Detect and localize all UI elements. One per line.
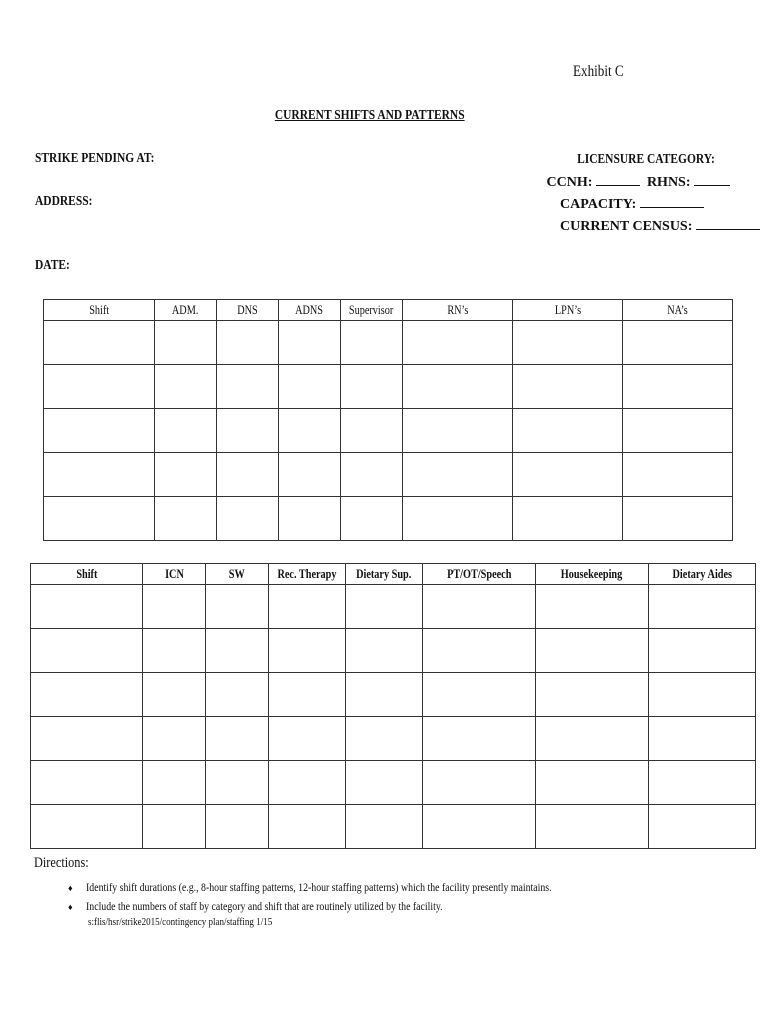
table-cell[interactable] (279, 365, 341, 409)
census-label: CURRENT CENSUS: (560, 219, 693, 234)
table-cell[interactable] (206, 585, 269, 629)
table-cell[interactable] (269, 629, 346, 673)
table-cell[interactable] (44, 365, 155, 409)
table-cell[interactable] (403, 365, 513, 409)
staffing-table-2 (30, 563, 756, 849)
table-cell[interactable] (143, 629, 206, 673)
table-row (44, 365, 733, 409)
table-cell[interactable] (346, 805, 423, 849)
rhns-field[interactable] (694, 171, 730, 186)
table-cell[interactable] (403, 321, 513, 365)
col-header: ADM. (155, 300, 217, 321)
col-header: NA’s (623, 300, 733, 321)
table-cell[interactable] (217, 453, 279, 497)
table-cell[interactable] (403, 453, 513, 497)
table-body (31, 585, 756, 849)
table-cell[interactable] (623, 321, 733, 365)
table-cell[interactable] (623, 365, 733, 409)
table-row (44, 453, 733, 497)
table-cell[interactable] (346, 629, 423, 673)
table-cell[interactable] (279, 321, 341, 365)
col-header: RN’s (403, 300, 513, 321)
col-header: SW (206, 564, 269, 585)
address-label: ADDRESS: (35, 194, 93, 209)
table-cell[interactable] (649, 629, 756, 673)
table-cell[interactable] (206, 629, 269, 673)
table-cell[interactable] (269, 585, 346, 629)
table-cell[interactable] (143, 761, 206, 805)
table-body (44, 321, 733, 541)
licensure-block (480, 149, 730, 237)
ccnh-field[interactable] (596, 171, 640, 186)
rhns-label: RHNS: (646, 175, 691, 190)
table-cell[interactable] (31, 673, 143, 717)
table-cell[interactable] (31, 629, 143, 673)
table-cell[interactable] (217, 321, 279, 365)
table-cell[interactable] (44, 497, 155, 541)
table-cell[interactable] (44, 453, 155, 497)
table-cell[interactable] (31, 585, 143, 629)
col-header: PT/OT/Speech (423, 564, 536, 585)
table-cell[interactable] (403, 497, 513, 541)
col-header: Dietary Aides (649, 564, 756, 585)
table-cell[interactable] (31, 805, 143, 849)
table-row (31, 717, 756, 761)
table-header-row (44, 300, 733, 321)
table-cell[interactable] (44, 321, 155, 365)
licensure-category-label: LICENSURE CATEGORY: (577, 152, 715, 167)
table-cell[interactable] (341, 409, 403, 453)
table-cell[interactable] (623, 453, 733, 497)
table-cell[interactable] (143, 673, 206, 717)
census-field[interactable] (696, 215, 760, 230)
list-item: ♦ Include the numbers of staff by category and shift that are routinely utilized by the facility. (68, 897, 654, 916)
table-cell[interactable] (649, 673, 756, 717)
ccnh-rhns-line (480, 171, 730, 193)
table-cell[interactable] (31, 717, 143, 761)
table-cell[interactable] (649, 585, 756, 629)
capacity-field[interactable] (640, 193, 704, 208)
table-cell[interactable] (423, 761, 536, 805)
table-cell[interactable] (217, 409, 279, 453)
table-cell[interactable] (269, 761, 346, 805)
table-cell[interactable] (536, 761, 649, 805)
table-row (44, 321, 733, 365)
census-line (480, 215, 730, 237)
table-row (44, 497, 733, 541)
date-label: DATE: (35, 258, 70, 273)
table-cell[interactable] (536, 717, 649, 761)
table-cell[interactable] (206, 673, 269, 717)
table-cell[interactable] (143, 585, 206, 629)
table-cell[interactable] (341, 497, 403, 541)
table-cell[interactable] (536, 673, 649, 717)
table-row (31, 805, 756, 849)
table-cell[interactable] (536, 629, 649, 673)
table-cell[interactable] (279, 497, 341, 541)
table-cell[interactable] (423, 585, 536, 629)
table-cell[interactable] (536, 805, 649, 849)
table-cell[interactable] (341, 321, 403, 365)
capacity-line (480, 193, 730, 215)
table-cell[interactable] (423, 717, 536, 761)
list-item: ♦ Identify shift durations (e.g., 8-hour staffing patterns, 12-hour staffing patterns) which the facility presently maintains. (68, 878, 654, 897)
table-cell[interactable] (346, 585, 423, 629)
table-cell[interactable] (649, 761, 756, 805)
table-cell[interactable] (279, 453, 341, 497)
col-header: Rec. Therapy (269, 564, 346, 585)
table-cell[interactable] (155, 409, 217, 453)
directions-heading: Directions: (34, 855, 89, 871)
table-cell[interactable] (623, 409, 733, 453)
table-cell[interactable] (423, 805, 536, 849)
table-cell[interactable] (31, 761, 143, 805)
table-header-row (31, 564, 756, 585)
table-cell[interactable] (206, 761, 269, 805)
capacity-label: CAPACITY: (560, 197, 637, 212)
table-cell[interactable] (423, 673, 536, 717)
table-cell[interactable] (513, 453, 623, 497)
col-header: DNS (217, 300, 279, 321)
col-header: Shift (44, 300, 155, 321)
col-header: Shift (31, 564, 143, 585)
table-cell[interactable] (536, 585, 649, 629)
col-header: Housekeeping (536, 564, 649, 585)
table-cell[interactable] (155, 453, 217, 497)
table-cell[interactable] (143, 805, 206, 849)
table-cell[interactable] (217, 497, 279, 541)
table-cell[interactable] (513, 409, 623, 453)
table-cell[interactable] (217, 365, 279, 409)
table-cell[interactable] (206, 805, 269, 849)
table-cell[interactable] (341, 365, 403, 409)
table-cell[interactable] (341, 453, 403, 497)
table-cell[interactable] (269, 673, 346, 717)
col-header: ICN (143, 564, 206, 585)
file-path: s:flis/hsr/strike2015/contingency plan/staffing 1/15 (88, 916, 273, 928)
table-cell[interactable] (513, 497, 623, 541)
col-header: LPN’s (513, 300, 623, 321)
table-row (31, 673, 756, 717)
table-cell[interactable] (279, 409, 341, 453)
table-cell[interactable] (649, 805, 756, 849)
directions-list (68, 878, 654, 916)
exhibit-label: Exhibit C (573, 63, 624, 80)
table-cell[interactable] (403, 409, 513, 453)
table-cell[interactable] (143, 717, 206, 761)
table-cell[interactable] (346, 717, 423, 761)
bullet-icon: ♦ (68, 883, 73, 893)
table-cell[interactable] (423, 629, 536, 673)
table-row (31, 761, 756, 805)
table-cell[interactable] (513, 321, 623, 365)
strike-pending-label: STRIKE PENDING AT: (35, 151, 155, 166)
bullet-icon: ♦ (68, 902, 73, 912)
table-cell[interactable] (44, 409, 155, 453)
col-header: Supervisor (341, 300, 403, 321)
table-cell[interactable] (346, 761, 423, 805)
table-cell[interactable] (155, 321, 217, 365)
table-cell[interactable] (649, 717, 756, 761)
staffing-table-1 (43, 299, 733, 541)
table-row (31, 585, 756, 629)
table-cell[interactable] (155, 365, 217, 409)
table-cell[interactable] (623, 497, 733, 541)
page-title: CURRENT SHIFTS AND PATTERNS (275, 108, 465, 123)
table-row (44, 409, 733, 453)
table-row (31, 629, 756, 673)
table-cell[interactable] (206, 717, 269, 761)
col-header: ADNS (279, 300, 341, 321)
ccnh-label: CCNH: (546, 175, 593, 190)
table-cell[interactable] (269, 717, 346, 761)
table-cell[interactable] (155, 497, 217, 541)
col-header: Dietary Sup. (346, 564, 423, 585)
table-cell[interactable] (513, 365, 623, 409)
table-cell[interactable] (269, 805, 346, 849)
table-cell[interactable] (346, 673, 423, 717)
